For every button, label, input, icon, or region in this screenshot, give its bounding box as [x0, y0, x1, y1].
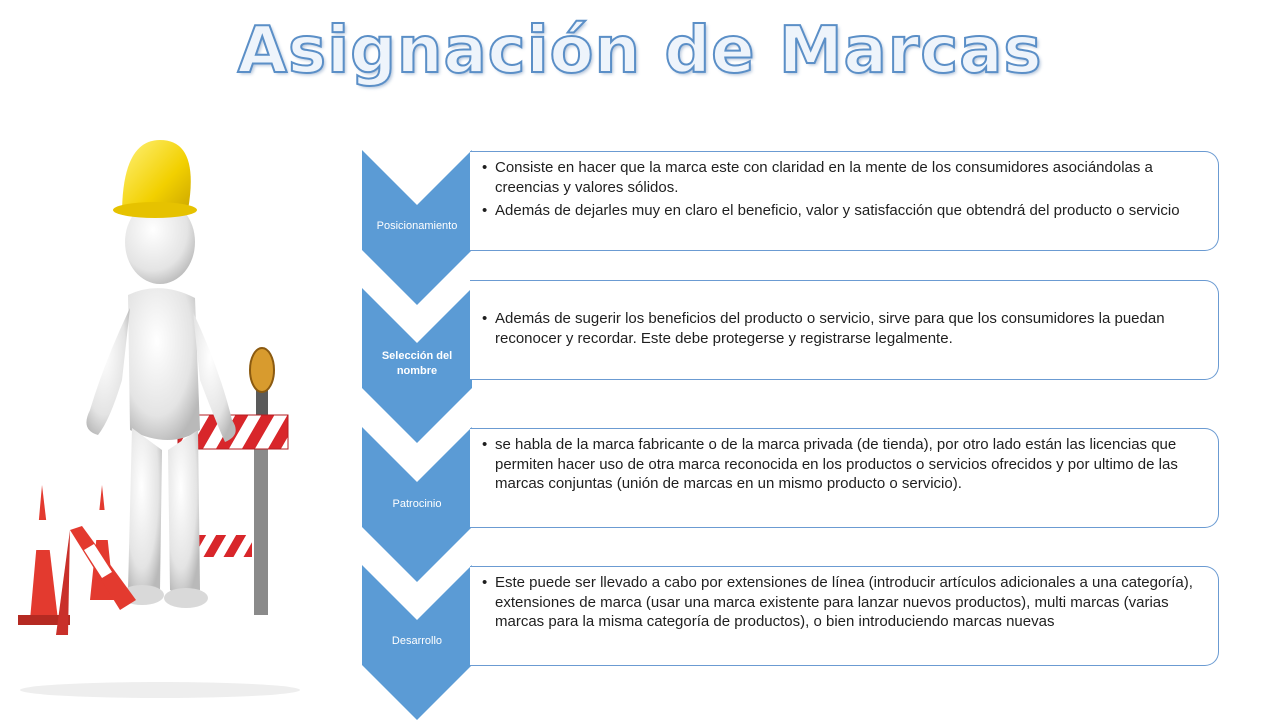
- bullet-item: • Además de dejarles muy en claro el beneficio, valor y satisfacción que obtendrá del producto o servicio: [470, 201, 1208, 221]
- bullet-item: • Este puede ser llevado a cabo por extensiones de línea (introducir artículos adicionales a una categoría), extensiones de marca (usar una marca existente para lanzar nuevos productos), multi marcas (varias marcas para la misma categoría de productos), o bien introduciendo marcas nuevas: [470, 573, 1208, 632]
- step-label-patrocinio: Patrocinio: [392, 498, 442, 510]
- step-label-seleccion-nombre: Selección del nombre: [381, 350, 453, 377]
- construction-worker-illustration: [10, 130, 310, 705]
- step-card-seleccion-nombre: [470, 280, 1219, 380]
- step-label-posicionamiento: Posicionamiento: [376, 220, 458, 232]
- step-card-desarrollo: [470, 566, 1219, 666]
- bullet-item: • se habla de la marca fabricante o de la marca privada (de tienda), por otro lado están las licencias que permiten hacer uso de otra marca reconocida en los productos o servicios ofrecidos y por ultimo de las marcas conjuntas (unión de marcas en un mismo producto o servicio).: [470, 435, 1208, 494]
- traffic-cones: [18, 485, 136, 635]
- bullet-item: • Consiste en hacer que la marca este con claridad en la mente de los consumidores asociándolas a creencias y valores sólidos.: [470, 158, 1208, 197]
- step-label-desarrollo: Desarrollo: [391, 635, 443, 647]
- step-card-posicionamiento: [470, 151, 1219, 251]
- slide-title: Asignación de Marcas: [237, 14, 1043, 88]
- step-card-patrocinio: [470, 428, 1219, 528]
- bullet-item: • Además de sugerir los beneficios del producto o servicio, sirve para que los consumidores la puedan reconocer y recordar. Este debe protegerse y registrarse legalmente.: [470, 309, 1208, 348]
